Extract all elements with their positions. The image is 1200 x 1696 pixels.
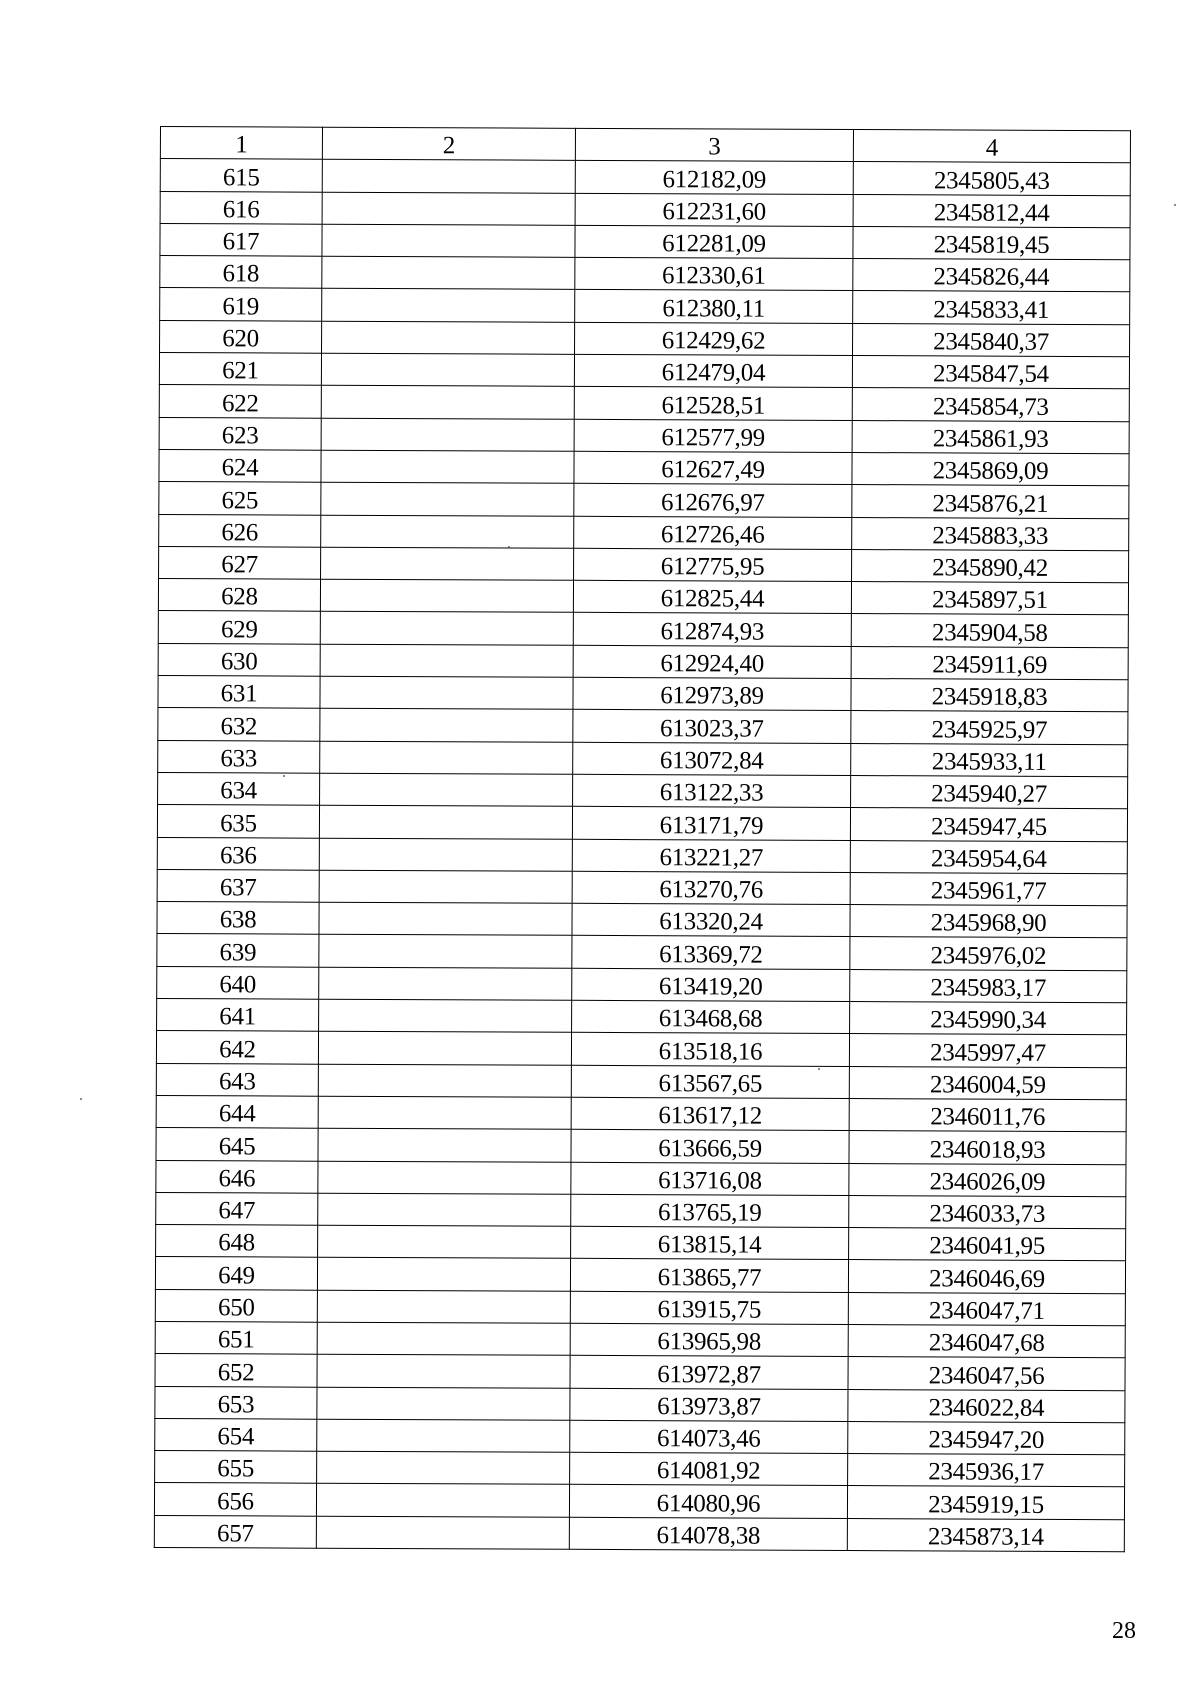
table-cell-col-2 — [322, 224, 575, 257]
table-row — [156, 1063, 1126, 1100]
table-cell-col-1: 653 — [155, 1386, 317, 1419]
table-row — [157, 837, 1127, 874]
table-row — [154, 1515, 1124, 1552]
table-cell-col-3: 613865,77 — [570, 1259, 848, 1293]
table-row — [156, 1160, 1126, 1197]
table-cell-col-1: 617 — [160, 223, 322, 256]
table-cell-col-2 — [317, 1419, 570, 1452]
table-cell-col-4: 2345976,02 — [850, 937, 1127, 971]
table-cell-col-3: 613369,72 — [572, 936, 850, 970]
table-cell-col-3: 613617,12 — [571, 1097, 849, 1131]
table-cell-col-2 — [319, 935, 572, 968]
table-cell-col-1: 645 — [156, 1128, 318, 1161]
table-cell-col-3: 613815,14 — [571, 1226, 849, 1260]
table-cell-col-4: 2345869,09 — [852, 452, 1129, 486]
table-cell-col-3: 614078,38 — [569, 1517, 847, 1551]
table-cell-col-4: 2345968,90 — [850, 905, 1127, 939]
table-cell-col-2 — [321, 482, 574, 515]
table-row — [156, 1031, 1126, 1068]
table-cell-col-4: 2345961,77 — [850, 872, 1127, 906]
table-cell-col-3: 613122,33 — [573, 774, 851, 808]
table-cell-col-4: 2346011,76 — [849, 1098, 1126, 1132]
table-cell-col-1: 637 — [157, 869, 319, 902]
table-cell-col-2 — [319, 805, 572, 838]
table-cell-col-2 — [318, 1193, 571, 1226]
table-cell-col-1: 628 — [158, 579, 320, 612]
table-cell-col-4: 2346047,71 — [848, 1292, 1125, 1326]
table-cell-col-1: 632 — [158, 708, 320, 741]
table-cell-col-4: 2345819,45 — [853, 226, 1130, 260]
table-cell-col-1: 647 — [156, 1192, 318, 1225]
table-row — [160, 320, 1130, 357]
table-cell-col-4: 2346033,73 — [849, 1195, 1126, 1229]
table-cell-col-4: 2345933,11 — [851, 743, 1128, 777]
table-row — [156, 1095, 1126, 1132]
table-cell-col-1: 639 — [157, 934, 319, 967]
table-row — [159, 385, 1129, 422]
table-cell-col-3: 613419,20 — [572, 968, 850, 1002]
table-cell-col-3: 613973,87 — [570, 1388, 848, 1422]
table-row — [155, 1321, 1125, 1358]
table-row — [155, 1257, 1125, 1294]
table-cell-col-3: 612676,97 — [574, 484, 852, 518]
table-cell-col-1: 656 — [154, 1483, 316, 1516]
table-cell-col-3: 612380,11 — [575, 290, 853, 324]
table-row — [158, 740, 1128, 777]
table-cell-col-2 — [319, 999, 572, 1032]
table-row — [158, 643, 1128, 680]
table-cell-col-4: 2345873,14 — [847, 1518, 1124, 1552]
table-cell-col-4: 2346004,59 — [849, 1066, 1126, 1100]
table-cell-col-3: 613320,24 — [572, 903, 850, 937]
table-row — [158, 611, 1128, 648]
table-cell-col-1: 642 — [156, 1031, 318, 1064]
column-header-2: 2 — [322, 127, 575, 160]
table-cell-col-1: 626 — [159, 514, 321, 547]
table-row — [159, 417, 1129, 454]
table-cell-col-1: 643 — [156, 1063, 318, 1096]
table-cell-col-4: 2345925,97 — [851, 711, 1128, 745]
table-body — [154, 127, 1130, 1552]
table-cell-col-2 — [319, 967, 572, 1000]
table-cell-col-3: 614081,92 — [570, 1452, 848, 1486]
table-cell-col-3: 614080,96 — [569, 1485, 847, 1519]
table-cell-col-4: 2345883,33 — [852, 517, 1129, 551]
table-cell-col-3: 612479,04 — [574, 354, 852, 388]
table-cell-col-2 — [319, 870, 572, 903]
table-cell-col-1: 655 — [155, 1451, 317, 1484]
table-row — [154, 1483, 1124, 1520]
table-cell-col-4: 2345918,83 — [851, 679, 1128, 713]
table-cell-col-3: 613518,16 — [571, 1033, 849, 1067]
table-cell-col-3: 612874,93 — [573, 613, 851, 647]
table-cell-col-3: 612775,95 — [574, 548, 852, 582]
table-cell-col-4: 2345919,15 — [847, 1486, 1124, 1520]
table-cell-col-4: 2345983,17 — [850, 969, 1127, 1003]
table-cell-col-2 — [321, 418, 574, 451]
table-cell-col-2 — [317, 1387, 570, 1420]
table-row — [155, 1418, 1125, 1455]
table-row — [160, 223, 1130, 260]
table-cell-col-3: 612577,99 — [574, 419, 852, 453]
table-cell-col-3: 612726,46 — [574, 516, 852, 550]
table-row — [157, 934, 1127, 971]
table-cell-col-2 — [317, 1354, 570, 1387]
page-number: 28 — [1112, 1618, 1136, 1644]
table-cell-col-1: 654 — [155, 1418, 317, 1451]
table-cell-col-1: 649 — [155, 1257, 317, 1290]
table-row — [158, 579, 1128, 616]
table-row — [160, 159, 1130, 196]
scan-speck — [80, 1098, 82, 1100]
table-cell-col-2 — [318, 1161, 571, 1194]
table-cell-col-3: 613567,65 — [571, 1065, 849, 1099]
table-cell-col-1: 641 — [157, 999, 319, 1032]
table-row — [160, 191, 1130, 228]
table-cell-col-4: 2345997,47 — [849, 1034, 1126, 1068]
table-cell-col-2 — [317, 1290, 570, 1323]
table-cell-col-1: 616 — [160, 191, 322, 224]
table-row — [159, 482, 1129, 519]
table-row — [159, 449, 1129, 486]
table-cell-col-3: 613270,76 — [572, 871, 850, 905]
table-cell-col-2 — [322, 160, 575, 193]
table-cell-col-1: 650 — [155, 1289, 317, 1322]
table-cell-col-1: 648 — [156, 1225, 318, 1258]
table-cell-col-4: 2345990,34 — [850, 1002, 1127, 1036]
table-cell-col-3: 612182,09 — [575, 161, 853, 195]
table-cell-col-1: 633 — [158, 740, 320, 773]
table-cell-col-4: 2346041,95 — [849, 1228, 1126, 1262]
table-cell-col-3: 613666,59 — [571, 1130, 849, 1164]
table-row — [160, 288, 1130, 325]
coordinates-table — [154, 126, 1131, 1552]
table-cell-col-3: 613972,87 — [570, 1356, 848, 1390]
table-cell-col-1: 629 — [158, 611, 320, 644]
table-cell-col-1: 657 — [154, 1515, 316, 1548]
table-cell-col-1: 622 — [159, 385, 321, 418]
scan-speck — [508, 546, 510, 548]
table-row — [157, 999, 1127, 1036]
table-cell-col-1: 624 — [159, 449, 321, 482]
table-cell-col-1: 615 — [160, 159, 322, 192]
table-cell-col-1: 627 — [159, 546, 321, 579]
table-cell-col-4: 2345936,17 — [848, 1454, 1125, 1488]
table-cell-col-4: 2345840,37 — [853, 323, 1130, 357]
table-cell-col-4: 2345805,43 — [853, 162, 1130, 196]
table-cell-col-1: 623 — [159, 417, 321, 450]
table-cell-col-4: 2345947,45 — [850, 808, 1127, 842]
table-cell-col-4: 2346026,09 — [849, 1163, 1126, 1197]
table-row — [157, 805, 1127, 842]
table-cell-col-2 — [322, 192, 575, 225]
scan-speck — [283, 775, 285, 777]
table-cell-col-1: 636 — [157, 837, 319, 870]
table-cell-col-2 — [322, 289, 575, 322]
table-cell-col-3: 613221,27 — [572, 839, 850, 873]
scan-speck — [1174, 204, 1176, 206]
table-cell-col-3: 612528,51 — [574, 387, 852, 421]
table-cell-col-2 — [318, 1128, 571, 1161]
table-cell-col-1: 638 — [157, 902, 319, 935]
table-cell-col-2 — [318, 1096, 571, 1129]
table-cell-col-3: 612281,09 — [575, 225, 853, 259]
table-cell-col-1: 621 — [159, 353, 321, 386]
table-cell-col-1: 631 — [158, 676, 320, 709]
table-cell-col-1: 640 — [157, 966, 319, 999]
table-cell-col-2 — [316, 1516, 569, 1549]
table-cell-col-2 — [317, 1258, 570, 1291]
table-cell-col-1: 634 — [158, 772, 320, 805]
table-cell-col-3: 613023,37 — [573, 710, 851, 744]
table-cell-col-1: 625 — [159, 482, 321, 515]
table-cell-col-4: 2345812,44 — [853, 194, 1130, 228]
table-cell-col-2 — [317, 1451, 570, 1484]
table-cell-col-2 — [320, 644, 573, 677]
table-cell-col-2 — [317, 1322, 570, 1355]
table-cell-col-4: 2345904,58 — [851, 614, 1128, 648]
table-row — [158, 772, 1128, 809]
table-cell-col-2 — [322, 256, 575, 289]
table-row — [155, 1451, 1125, 1488]
table-cell-col-3: 613915,75 — [570, 1291, 848, 1325]
table-cell-col-4: 2345826,44 — [853, 259, 1130, 293]
table-row — [160, 256, 1130, 293]
table-cell-col-1: 618 — [160, 256, 322, 289]
table-cell-col-4: 2345861,93 — [852, 420, 1129, 454]
table-row — [156, 1225, 1126, 1262]
table-row — [157, 902, 1127, 939]
table-row — [156, 1128, 1126, 1165]
table-row — [158, 708, 1128, 745]
table-cell-col-2 — [320, 709, 573, 742]
table-cell-col-1: 635 — [157, 805, 319, 838]
table-cell-col-2 — [320, 579, 573, 612]
table-row — [155, 1289, 1125, 1326]
table-cell-col-4: 2346047,56 — [848, 1357, 1125, 1391]
table-row — [157, 966, 1127, 1003]
table-cell-col-4: 2346046,69 — [848, 1260, 1125, 1294]
column-header-3: 3 — [575, 128, 853, 162]
table-cell-col-3: 612924,40 — [573, 645, 851, 679]
table-cell-col-3: 613072,84 — [573, 742, 851, 776]
table-row — [159, 514, 1129, 551]
table-row — [159, 546, 1129, 583]
table-cell-col-2 — [318, 1225, 571, 1258]
table-row — [158, 676, 1128, 713]
table-cell-col-4: 2345947,20 — [848, 1421, 1125, 1455]
table-row — [157, 869, 1127, 906]
table-cell-col-2 — [322, 321, 575, 354]
table-cell-col-1: 652 — [155, 1354, 317, 1387]
table-cell-col-2 — [321, 547, 574, 580]
scan-speck — [818, 1068, 820, 1070]
table-cell-col-3: 613965,98 — [570, 1323, 848, 1357]
table-cell-col-2 — [321, 353, 574, 386]
table-cell-col-4: 2345876,21 — [852, 485, 1129, 519]
table-cell-col-3: 612627,49 — [574, 451, 852, 485]
table-cell-col-4: 2345890,42 — [852, 549, 1129, 583]
table-cell-col-4: 2345847,54 — [852, 356, 1129, 390]
table-cell-col-3: 612231,60 — [575, 193, 853, 227]
table-cell-col-4: 2345940,27 — [851, 775, 1128, 809]
table-cell-col-4: 2345954,64 — [850, 840, 1127, 874]
table-row — [159, 353, 1129, 390]
table-cell-col-4: 2345833,41 — [853, 291, 1130, 325]
table-cell-col-1: 620 — [160, 320, 322, 353]
table-cell-col-1: 644 — [156, 1095, 318, 1128]
table-cell-col-4: 2346022,84 — [848, 1389, 1125, 1423]
table-cell-col-3: 612973,89 — [573, 677, 851, 711]
table-cell-col-4: 2346047,68 — [848, 1324, 1125, 1358]
column-header-4: 4 — [853, 130, 1130, 164]
table-cell-col-3: 612330,61 — [575, 257, 853, 291]
table-cell-col-2 — [319, 838, 572, 871]
table-cell-col-4: 2346018,93 — [849, 1131, 1126, 1165]
table-cell-col-4: 2345897,51 — [851, 582, 1128, 616]
table-cell-col-2 — [320, 676, 573, 709]
table-cell-col-2 — [321, 515, 574, 548]
table-cell-col-1: 619 — [160, 288, 322, 321]
table-cell-col-2 — [320, 773, 573, 806]
table-row — [155, 1386, 1125, 1423]
table-cell-col-3: 613716,08 — [571, 1162, 849, 1196]
table-cell-col-2 — [318, 1064, 571, 1097]
table-cell-col-3: 614073,46 — [570, 1420, 848, 1454]
table-row — [156, 1192, 1126, 1229]
table-cell-col-2 — [320, 612, 573, 645]
table-cell-col-3: 613171,79 — [572, 807, 850, 841]
table-cell-col-4: 2345854,73 — [852, 388, 1129, 422]
table-cell-col-4: 2345911,69 — [851, 646, 1128, 680]
table-cell-col-2 — [318, 1032, 571, 1065]
table-cell-col-1: 651 — [155, 1321, 317, 1354]
table-cell-col-2 — [319, 902, 572, 935]
column-header-1: 1 — [160, 127, 322, 160]
table-cell-col-1: 630 — [158, 643, 320, 676]
table-cell-col-3: 612825,44 — [573, 580, 851, 614]
table-row — [155, 1354, 1125, 1391]
table-cell-col-2 — [321, 450, 574, 483]
table-header-row — [160, 127, 1130, 164]
table-cell-col-3: 613765,19 — [571, 1194, 849, 1228]
table-cell-col-3: 612429,62 — [575, 322, 853, 356]
table-cell-col-2 — [321, 386, 574, 419]
table-cell-col-2 — [316, 1484, 569, 1517]
table-cell-col-1: 646 — [156, 1160, 318, 1193]
table-cell-col-2 — [320, 741, 573, 774]
table-cell-col-3: 613468,68 — [572, 1000, 850, 1034]
